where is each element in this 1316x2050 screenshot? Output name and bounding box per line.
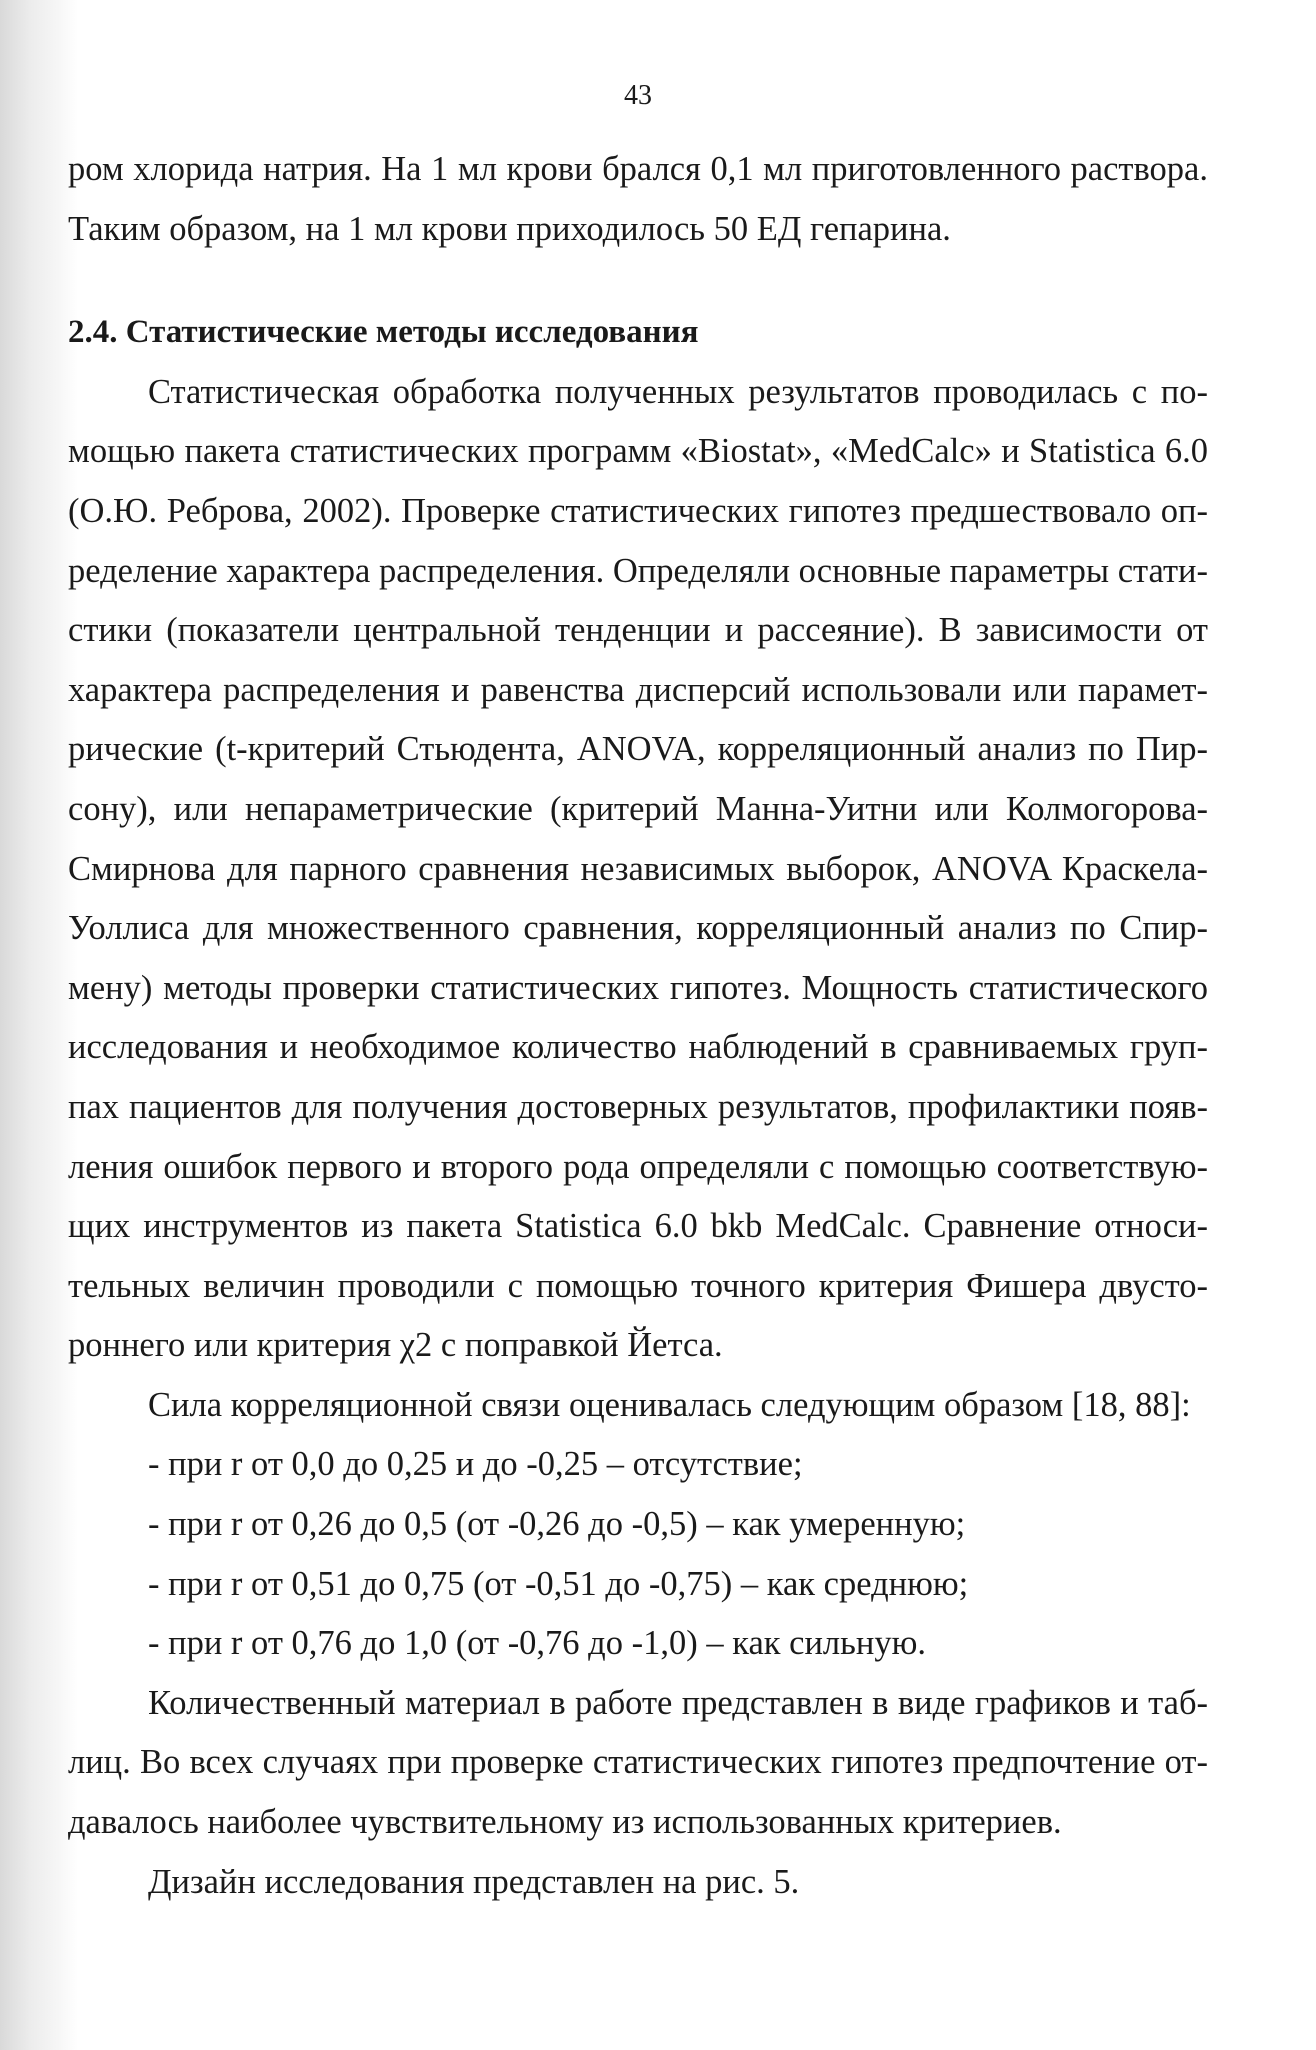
paragraph-line: Количественный материал в работе представлен в виде графиков и таб- bbox=[148, 1683, 1208, 1722]
document-page bbox=[68, 0, 1208, 2050]
correlation-list-item: - при r от 0,51 до 0,75 (от -0,51 до -0,75) – как среднюю; bbox=[148, 1564, 969, 1603]
paragraph-line: Смирнова для парного сравнения независимых выборок, ANOVA Краскела- bbox=[68, 849, 1208, 888]
paragraph-line: стики (показатели центральной тенденции и рассеяние). В зависимости от bbox=[68, 611, 1208, 650]
correlation-list-item: - при r от 0,26 до 0,5 (от -0,26 до -0,5) – как умеренную; bbox=[148, 1505, 966, 1544]
page-body bbox=[68, 140, 1208, 1912]
paragraph-line: ределение характера распределения. Определяли основные параметры стати- bbox=[68, 551, 1208, 590]
paragraph-line: (О.Ю. Реброва, 2002). Проверке статистических гипотез предшествовало оп- bbox=[68, 491, 1208, 530]
paragraph-line: давалось наиболее чувствительному из использованных критериев. bbox=[68, 1803, 1062, 1842]
page-number: 43 bbox=[624, 80, 652, 111]
section-gap bbox=[68, 259, 1208, 303]
paragraph-line: сону), или непараметрические (критерий Манна-Уитни или Колмогорова- bbox=[68, 789, 1208, 828]
correlation-list-item: - при r от 0,0 до 0,25 и до -0,25 – отсутствие; bbox=[148, 1445, 803, 1484]
paragraph-line: рические (t-критерий Стьюдента, ANOVA, корреляционный анализ по Пир- bbox=[68, 730, 1208, 769]
paragraph-line: пах пациентов для получения достоверных результатов, профилактики появ- bbox=[68, 1087, 1208, 1126]
paragraph-line: лиц. Во всех случаях при проверке статистических гипотез предпочтение от- bbox=[68, 1743, 1208, 1782]
paragraph-line: Уоллиса для множественного сравнения, корреляционный анализ по Спир- bbox=[68, 909, 1208, 948]
paragraph-line: роннего или критерия χ2 с поправкой Йетса. bbox=[68, 1326, 723, 1365]
closing-line: Дизайн исследования представлен на рис. 5. bbox=[148, 1862, 800, 1901]
paragraph-line: мену) методы проверки статистических гипотез. Мощность статистического bbox=[68, 968, 1208, 1007]
section-heading: 2.4. Статистические методы исследования bbox=[68, 314, 699, 351]
paragraph-line: ления ошибок первого и второго рода определяли с помощью соответствую- bbox=[68, 1147, 1208, 1186]
paragraph-line: характера распределения и равенства дисперсий использовали или парамет- bbox=[68, 670, 1208, 709]
paragraph-line: щих инструментов из пакета Statistica 6.0 bkb MedCalc. Сравнение относи- bbox=[68, 1207, 1208, 1246]
paragraph-line: тельных величин проводили с помощью точного критерия Фишера двусто- bbox=[68, 1266, 1208, 1305]
paragraph-line: Статистическая обработка полученных результатов проводилась с по- bbox=[148, 372, 1208, 411]
correlation-list-item: - при r от 0,76 до 1,0 (от -0,76 до -1,0) – как сильную. bbox=[148, 1624, 926, 1663]
correlation-intro: Сила корреляционной связи оценивалась следующим образом [18, 88]: bbox=[148, 1385, 1191, 1424]
scan-edge-shadow bbox=[0, 0, 78, 2050]
paragraph-line: мощью пакета статистических программ «Biostat», «MedCalc» и Statistica 6.0 bbox=[68, 432, 1208, 471]
intro-line: Таким образом, на 1 мл крови приходилось 50 ЕД гепарина. bbox=[68, 209, 951, 248]
intro-line: ром хлорида натрия. На 1 мл крови брался 0,1 мл приготовленного раствора. bbox=[68, 150, 1208, 188]
paragraph-line: исследования и необходимое количество наблюдений в сравниваемых груп- bbox=[68, 1028, 1208, 1067]
